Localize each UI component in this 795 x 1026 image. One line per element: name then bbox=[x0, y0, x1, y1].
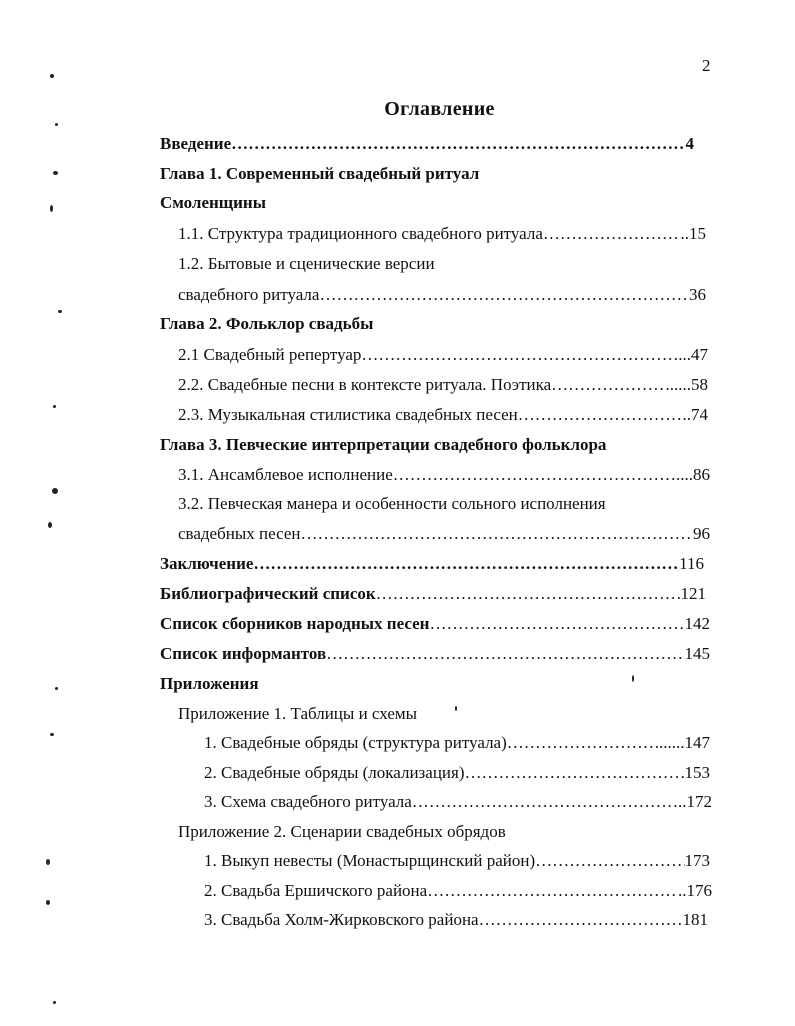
toc-page: 4 bbox=[685, 134, 694, 153]
toc-chapter-2: Глава 2. Фольклор свадьбы bbox=[160, 314, 374, 333]
toc-appendix-2: Приложение 2. Сценарии свадебных обрядов bbox=[178, 822, 506, 841]
toc-label: Список информантов bbox=[160, 644, 327, 663]
toc-label: 2.1 Свадебный репертуар bbox=[178, 345, 362, 364]
toc-label: Введение bbox=[160, 134, 232, 153]
dot-leader bbox=[479, 909, 683, 931]
page-number: 2 bbox=[702, 56, 711, 75]
toc-label: свадебных песен bbox=[178, 524, 301, 543]
scan-speck bbox=[53, 1001, 56, 1004]
dot-leader bbox=[535, 850, 684, 872]
toc-page: ..74 bbox=[682, 405, 708, 424]
toc-page: ..176 bbox=[678, 881, 712, 900]
toc-entry-3-1 bbox=[178, 464, 710, 486]
scan-speck bbox=[48, 522, 52, 528]
toc-label: Список сборников народных песен bbox=[160, 614, 430, 633]
toc-page: 142 bbox=[684, 614, 710, 633]
toc-label: Заключение bbox=[160, 554, 254, 573]
toc-label: 2. Свадьба Ершичского района bbox=[204, 881, 428, 900]
toc-label: 1.1. Структура традиционного свадебного ритуала bbox=[178, 224, 543, 243]
scan-speck bbox=[46, 859, 50, 865]
toc-entry-1-2-head: 1.2. Бытовые и сценические версии bbox=[178, 254, 435, 273]
scan-speck bbox=[50, 205, 53, 212]
dot-leader bbox=[376, 583, 681, 605]
dot-leader bbox=[429, 613, 684, 635]
toc-label: 3. Схема свадебного ритуала bbox=[204, 792, 412, 811]
toc-chapter-1-cont: Смоленщины bbox=[160, 193, 267, 212]
toc-entry-2-2 bbox=[178, 374, 708, 396]
toc-entry-1-1 bbox=[178, 223, 706, 245]
toc-page: ...47 bbox=[678, 345, 708, 364]
scan-speck bbox=[55, 123, 58, 126]
toc-label: 2. Свадебные обряды (локализация) bbox=[204, 763, 465, 782]
scan-speck bbox=[55, 687, 58, 690]
toc-label: 3. Свадьба Холм-Жирковского района bbox=[204, 910, 479, 929]
dot-leader bbox=[326, 643, 684, 665]
dot-leader bbox=[231, 133, 685, 155]
toc-appendix-1: Приложение 1. Таблицы и схемы bbox=[178, 704, 418, 723]
scan-speck bbox=[52, 488, 58, 494]
scan-speck bbox=[53, 405, 56, 408]
toc-page: 121 bbox=[680, 584, 706, 603]
toc-page: ......147 bbox=[659, 733, 710, 752]
scan-speck bbox=[632, 675, 634, 682]
dot-leader bbox=[551, 374, 665, 396]
toc-entry-3-2 bbox=[178, 523, 710, 545]
dot-leader bbox=[465, 762, 685, 784]
dot-leader bbox=[412, 791, 678, 813]
toc-label: 2.3. Музыкальная стилистика свадебных песен bbox=[178, 405, 518, 424]
toc-entry-songbooks bbox=[160, 613, 710, 635]
toc-entry-app1-1 bbox=[204, 732, 710, 754]
toc-page: 153 bbox=[684, 763, 710, 782]
dot-leader bbox=[427, 880, 678, 902]
scan-speck bbox=[46, 900, 50, 905]
scan-speck bbox=[58, 310, 62, 313]
toc-label: 2.2. Свадебные песни в контексте ритуала. Поэтика bbox=[178, 375, 552, 394]
toc-entry-app2-1 bbox=[204, 850, 710, 872]
toc-entry-bibliography bbox=[160, 583, 706, 605]
toc-page: 181 bbox=[682, 910, 708, 929]
toc-chapter-1: Глава 1. Современный свадебный ритуал bbox=[160, 164, 480, 183]
toc-entry-2-3 bbox=[178, 404, 708, 426]
toc-label: 1. Свадебные обряды (структура ритуала) bbox=[204, 733, 507, 752]
toc-page: 36 bbox=[689, 285, 706, 304]
toc-page: 173 bbox=[684, 851, 710, 870]
dot-leader bbox=[507, 732, 659, 754]
toc-label: свадебного ритуала bbox=[178, 285, 320, 304]
toc-page: 96 bbox=[693, 524, 710, 543]
toc-entry-intro bbox=[160, 133, 694, 155]
toc-entry-1-2 bbox=[178, 284, 706, 306]
toc-page: ..15 bbox=[680, 224, 706, 243]
dot-leader bbox=[319, 284, 689, 306]
toc-entry-3-2-head: 3.2. Певческая манера и особенности сольного исполнения bbox=[178, 494, 606, 513]
toc-entry-app1-2 bbox=[204, 762, 710, 784]
toc-entry-conclusion bbox=[160, 553, 704, 575]
dot-leader bbox=[300, 523, 693, 545]
dot-leader bbox=[518, 404, 683, 426]
toc-appendices: Приложения bbox=[160, 674, 259, 693]
toc-label: 1. Выкуп невесты (Монастырщинский район) bbox=[204, 851, 536, 870]
toc-entry-2-1 bbox=[178, 344, 708, 366]
page-title: Оглавление bbox=[384, 98, 495, 120]
toc-chapter-3: Глава 3. Певческие интерпретации свадебного фольклора bbox=[160, 435, 607, 454]
scan-speck bbox=[50, 733, 54, 736]
toc-entry-informants bbox=[160, 643, 710, 665]
toc-page: ......58 bbox=[665, 375, 708, 394]
toc-entry-app1-3 bbox=[204, 791, 712, 813]
toc-label: 3.1. Ансамблевое исполнение bbox=[178, 465, 393, 484]
scan-speck bbox=[455, 706, 457, 711]
toc-entry-app2-3 bbox=[204, 909, 708, 931]
dot-leader bbox=[543, 223, 681, 245]
toc-label: Библиографический список bbox=[160, 584, 376, 603]
toc-entry-app2-2 bbox=[204, 880, 712, 902]
scan-speck bbox=[53, 171, 58, 175]
dot-leader bbox=[361, 344, 678, 366]
dot-leader bbox=[253, 553, 679, 575]
scan-speck bbox=[50, 74, 54, 78]
toc-page: ....86 bbox=[676, 465, 710, 484]
toc-page: ..172 bbox=[678, 792, 712, 811]
dot-leader bbox=[393, 464, 676, 486]
toc-page: 116 bbox=[679, 554, 704, 573]
toc-page: 145 bbox=[684, 644, 710, 663]
